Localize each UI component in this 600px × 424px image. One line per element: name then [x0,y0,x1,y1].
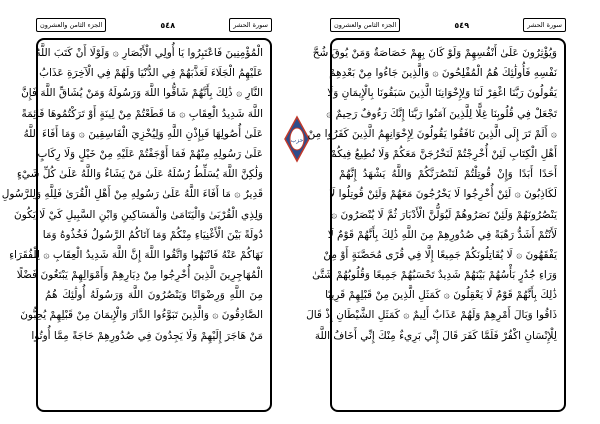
left-page-header [36,14,272,36]
text-line: نَفْسِهِ فَأُولَٰئِكَ هُمُ الْمُفْلِحُونَ ۞ وَالَّذِينَ جَاءُوا مِنْ بَعْدِهِمْ [329,67,557,80]
text-line: يَقُولُونَ رَبَّنَا اغْفِرْ لَنَا وَلِإِخْوَانِنَا الَّذِينَ سَبَقُونَا بِالْإِيمَانِ وَلَا [327,87,557,100]
left-surah-name: سورة الحشر [229,18,272,32]
text-line: لَكَاذِبُونَ ۞ لَئِنْ أُخْرِجُوا لَا يَخْرُجُونَ مَعَهُمْ وَلَئِنْ قُوتِلُوا لَا [329,188,557,201]
hizb-marker-icon [284,116,310,162]
text-line: عَلَيْهِمُ الْجَلَاءَ لَعَذَّبَهُمْ فِي الدُّنْيَا وَلَهُمْ فِي الْآخِرَةِ عَذَابُ [39,67,263,80]
text-line: ذَاقُوا وَبَالَ أَمْرِهِمْ وَلَهُمْ عَذَابٌ أَلِيمٌ ۞ كَمَثَلِ الشَّيْطَانِ إِذْ قَالَ [306,309,557,322]
hizb-label: حزب [290,137,304,144]
text-line: يَفْقَهُونَ ۞ لَا يُقَاتِلُونَكُمْ جَمِيعًا إِلَّا فِي قُرًى مُحَصَّنَةٍ أَوْ مِنْ [323,248,557,261]
right-page [306,14,566,412]
text-line: يَنْصُرُونَهُمْ وَلَئِنْ نَصَرُوهُمْ لَيُوَلُّنَّ الْأَدْبَارَ ثُمَّ لَا يُنْصَرُونَ ۞ [331,208,557,221]
text-line: اللَّهَ شَدِيدُ الْعِقَابِ ۞ مَا قَطَعْتُمْ مِنْ لِينَةٍ أَوْ تَرَكْتُمُوهَا قَائِمَةً [21,107,263,120]
right-surah-name: سورة الحشر [523,18,566,32]
text-line: الصَّادِقُونَ ۞ وَالَّذِينَ تَبَوَّءُوا الدَّارَ وَالْإِيمَانَ مِنْ قَبْلِهِمْ يُحِبُّونَ [20,309,263,322]
text-line: أَحَدًا أَبَدًا وَإِنْ قُوتِلْتُمْ لَنَنْصُرَنَّكُمْ وَاللَّهُ يَشْهَدُ إِنَّهُمْ [339,168,557,181]
text-line: وَيُؤْثِرُونَ عَلَىٰ أَنْفُسِهِمْ وَلَوْ كَانَ بِهِمْ خَصَاصَةٌ وَمَنْ يُوقَ شُحَّ [312,47,557,59]
left-text-frame [1,38,272,412]
left-juz-name: الجزء الثامن والعشرون [36,18,106,32]
right-juz-name: الجزء الثامن والعشرون [330,18,400,32]
text-line: الْمُهَاجِرِينَ الَّذِينَ أُخْرِجُوا مِنْ دِيَارِهِمْ وَأَمْوَالِهِمْ يَبْتَغُونَ فَضْلًا [16,269,263,282]
text-line: وَرَاءِ جُدُرٍ بَأْسُهُمْ بَيْنَهُمْ شَدِيدٌ تَحْسَبُهُمْ جَمِيعًا وَقُلُوبُهُمْ شَتَّىٰ [312,269,557,282]
text-line: تَجْعَلْ فِي قُلُوبِنَا غِلًّا لِلَّذِينَ آمَنُوا رَبَّنَا إِنَّكَ رَءُوفٌ رَحِيمٌ ۞ [326,107,557,120]
text-line: وَلِذِي الْقُرْبَىٰ وَالْيَتَامَىٰ وَالْمَسَاكِينِ وَابْنِ السَّبِيلِ كَيْ لَا يَكُونَ [14,208,263,221]
left-page [1,14,272,412]
text-line: مَنْ هَاجَرَ إِلَيْهِمْ وَلَا يَجِدُونَ فِي صُدُورِهِمْ حَاجَةً مِمَّا أُوتُوا [31,329,263,342]
text-line: وَلَٰكِنَّ اللَّهَ يُسَلِّطُ رُسُلَهُ عَلَىٰ مَنْ يَشَاءُ وَاللَّهُ عَلَىٰ كُلِّ شَيْءٍ [16,168,263,181]
text-line: الْمُؤْمِنِينَ فَاعْتَبِرُوا يَا أُولِي الْأَبْصَارِ ۞ وَلَوْلَا أَنْ كَتَبَ اللَّهُ [35,47,263,59]
right-page-header [330,14,566,36]
text-line: عَلَىٰ رَسُولِهِ مِنْهُمْ فَمَا أَوْجَفْتُمْ عَلَيْهِ مِنْ خَيْلٍ وَلَا رِكَابٍ [37,147,263,160]
text-line: النَّارِ ۞ ذَٰلِكَ بِأَنَّهُمْ شَاقُّوا اللَّهَ وَرَسُولَهُ وَمَنْ يُشَاقِّ اللَّهَ فَإِنَّ [21,87,263,100]
text-line: مِنَ اللَّهِ وَرِضْوَانًا وَيَنْصُرُونَ اللَّهَ وَرَسُولَهُ أُولَٰئِكَ هُمُ [45,289,263,302]
text-line: عَلَىٰ أُصُولِهَا فَبِإِذْنِ اللَّهِ وَلِيُخْزِيَ الْفَاسِقِينَ ۞ وَمَا أَفَاءَ اللَّهُ [23,127,263,140]
text-line: نَهَاكُمْ عَنْهُ فَانْتَهُوا وَاتَّقُوا اللَّهَ إِنَّ اللَّهَ شَدِيدُ الْعِقَابِ ۞ لِلْفُقَرَاءِ [9,248,263,261]
right-text-frame [306,38,566,412]
text-line: دُولَةً بَيْنَ الْأَغْنِيَاءِ مِنْكُمْ وَمَا آتَاكُمُ الرَّسُولُ فَخُذُوهُ وَمَا [42,228,263,241]
text-line: قَدِيرٌ ۞ مَا أَفَاءَ اللَّهُ عَلَىٰ رَسُولِهِ مِنْ أَهْلِ الْقُرَىٰ فَلِلَّهِ وَلِلرَّسُولِ [1,188,263,201]
text-line: ذَٰلِكَ بِأَنَّهُمْ قَوْمٌ لَا يَعْقِلُونَ ۞ كَمَثَلِ الَّذِينَ مِنْ قَبْلِهِمْ قَرِيبًا [325,289,557,302]
text-line: أَهْلِ الْكِتَابِ لَئِنْ أُخْرِجْتُمْ لَنَخْرُجَنَّ مَعَكُمْ وَلَا نُطِيعُ فِيكُمْ [330,147,557,160]
left-page-number: ٥٤٨ [160,20,176,30]
text-line: لِلْإِنْسَانِ اكْفُرْ فَلَمَّا كَفَرَ قَالَ إِنِّي بَرِيءٌ مِنْكَ إِنِّي أَخَافُ اللَّهَ [314,329,557,342]
text-line: لَأَنْتُمْ أَشَدُّ رَهْبَةً فِي صُدُورِهِمْ مِنَ اللَّهِ ذَٰلِكَ بِأَنَّهُمْ قَوْمٌ لَا [327,228,557,241]
text-line: ۞ أَلَمْ تَرَ إِلَى الَّذِينَ نَافَقُوا يَقُولُونَ لِإِخْوَانِهِمُ الَّذِينَ كَفَرُوا مِنْ [307,127,557,140]
right-page-number: ٥٤٩ [454,20,470,30]
